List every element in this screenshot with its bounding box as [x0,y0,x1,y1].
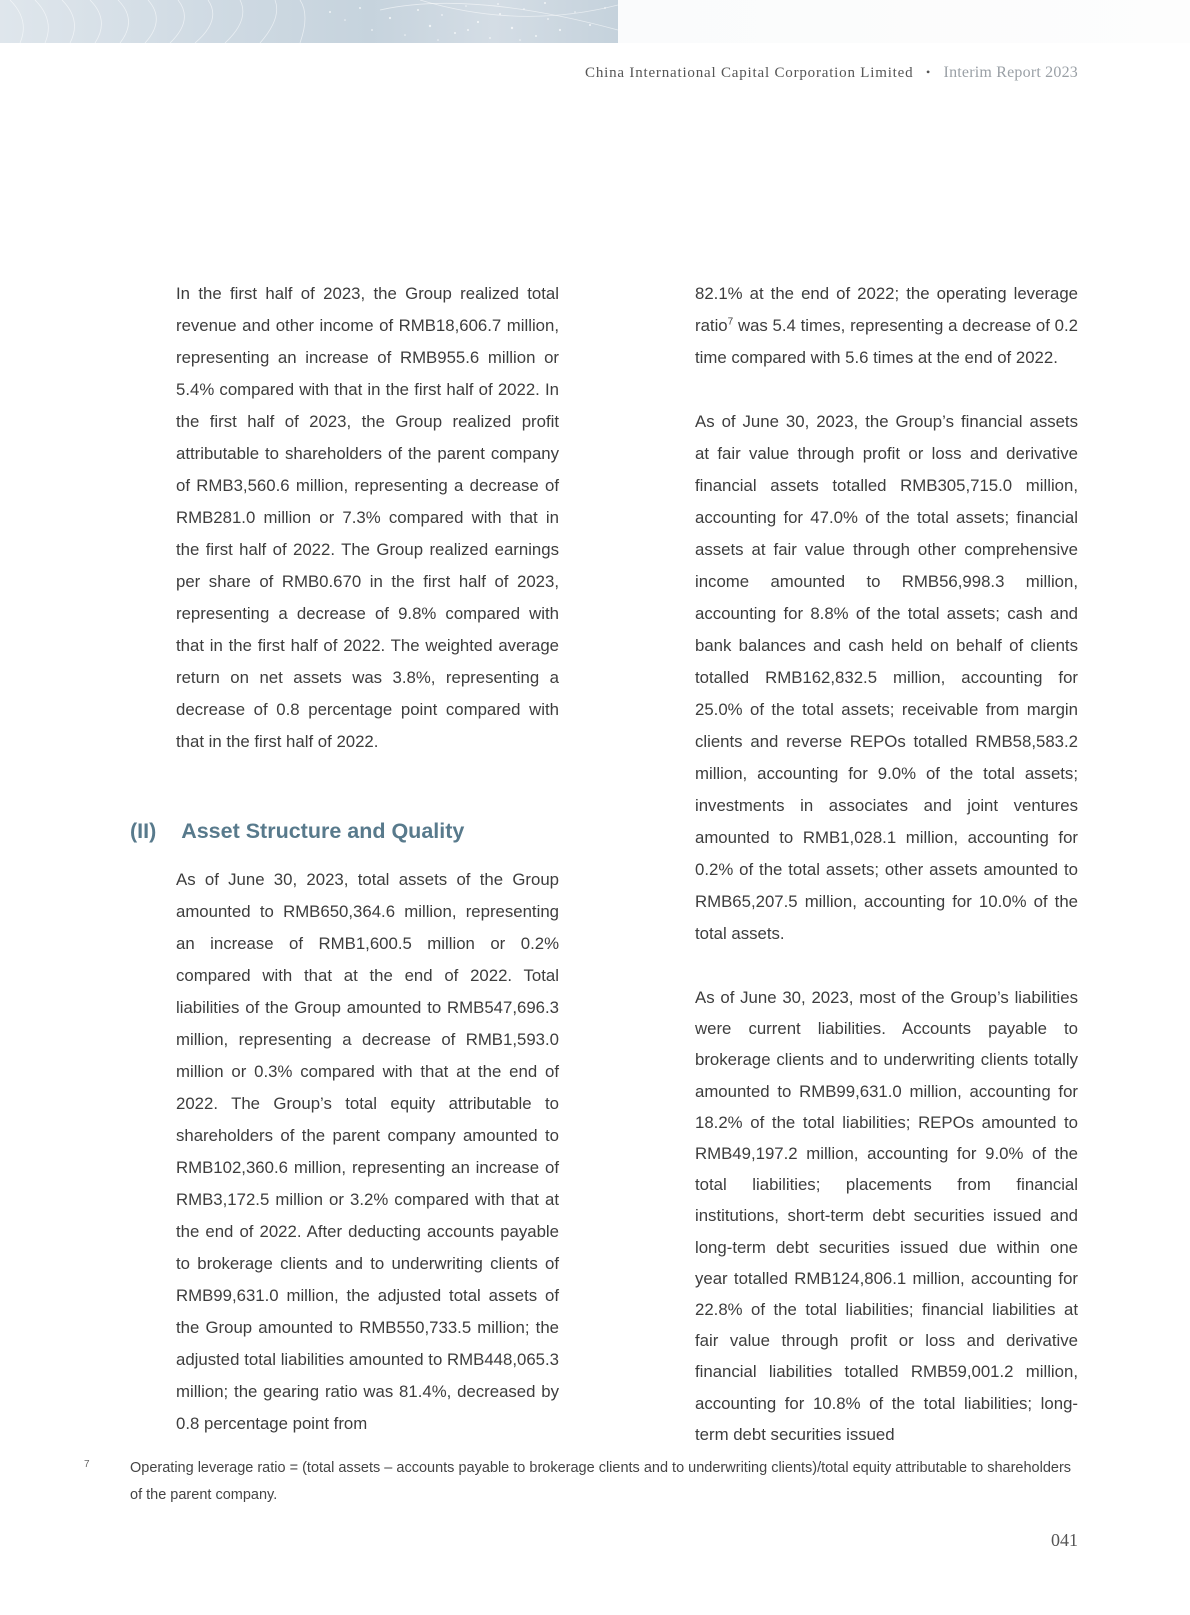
leverage-text-pre: 82.1% at the end of 2022; the operating leverage ratio [695,284,1078,335]
section-heading [130,819,464,844]
footnote-mark: 7 [84,1459,90,1470]
right-column [695,278,1078,1450]
report-title: Interim Report 2023 [943,64,1078,81]
footnote-reference[interactable]: 7 [727,316,734,328]
paragraph-leverage-ratio [695,278,1078,374]
decorative-header-banner [0,0,618,43]
paragraph-gap [695,950,1078,982]
section-title: Asset Structure and Quality [181,819,465,843]
paragraph-gap [695,374,1078,406]
running-header [585,64,1078,82]
footnote [84,1455,1084,1509]
left-column [176,278,559,758]
page-number: 041 [1051,1530,1078,1550]
wave-lines-icon [0,0,618,43]
section-number: (II) [130,819,157,843]
header-separator: • [925,65,931,79]
left-column-section-body [176,864,559,1440]
paragraph-asset-composition: As of June 30, 2023, the Group’s financial assets at fair value through profit or loss and derivative financial assets totalled RMB305,715.0 million, accounting for 47.0% of the total assets; financial assets at fair value through other comprehensive income amounted to RMB56,998.3 million, accounting for 8.8% of the total assets; cash and bank balances and cash held on behalf of clients totalled RMB162,832.5 million, accounting for 25.0% of the total assets; receivable from margin clients and reverse REPOs totalled RMB58,583.2 million, accounting for 9.0% of the total assets; investments in associates and joint ventures amounted to RMB1,028.1 million, accounting for 0.2% of the total assets; other assets amounted to RMB65,207.5 million, accounting for 10.0% of the total assets. [695,412,1078,943]
header-banner-fade [618,0,1190,43]
paragraph-financial-performance: In the first half of 2023, the Group realized total revenue and other income of RMB18,606.7 million, representing an increase of RMB955.6 million or 5.4% compared with that in the first half of 2022. In the first half of 2023, the Group realized profit attributable to shareholders of the parent company of RMB3,560.6 million, representing a decrease of RMB281.0 million or 7.3% compared with that in the first half of 2022. The Group realized earnings per share of RMB0.670 in the first half of 2023, representing a decrease of 9.8% compared with that in the first half of 2022. The weighted average return on net assets was 3.8%, representing a decrease of 0.8 percentage point compared with that in the first half of 2022. [176,284,559,751]
paragraph-total-assets: As of June 30, 2023, total assets of the Group amounted to RMB650,364.6 million, representing an increase of RMB1,600.5 million or 0.2% compared with that at the end of 2022. Total liabilities of the Group amounted to RMB547,696.3 million, representing a decrease of RMB1,593.0 million or 0.3% compared with that at the end of 2022. The Group’s total equity attributable to shareholders of the parent company amounted to RMB102,360.6 million, representing an increase of RMB3,172.5 million or 3.2% compared with that at the end of 2022. After deducting accounts payable to brokerage clients and to underwriting clients of RMB99,631.0 million, the adjusted total assets of the Group amounted to RMB550,733.5 million; the adjusted total liabilities amounted to RMB448,065.3 million; the gearing ratio was 81.4%, decreased by 0.8 percentage point from [176,870,559,1433]
company-name: China International Capital Corporation Limited [585,65,914,81]
footnote-text: Operating leverage ratio = (total assets – accounts payable to brokerage clients and to underwriting clients)/total equity attributable to shareholders of the parent company. [130,1460,1072,1503]
leverage-text-post: was 5.4 times, representing a decrease of 0.2 time compared with 5.6 times at the end of 2022. [695,316,1078,367]
paragraph-liabilities: As of June 30, 2023, most of the Group’s liabilities were current liabilities. Accounts payable to brokerage clients and to underwriting clients totally amounted to RMB99,631.0 million, accounting for 18.2% of the total liabilities; REPOs amounted to RMB49,197.2 million, accounting for 9.0% of the total liabilities; placements from financial institutions, short-term debt securities issued and long-term debt securities issued due within one year totalled RMB124,806.1 million, accounting for 22.8% of the total liabilities; financial liabilities at fair value through profit or loss and derivative financial liabilities totalled RMB59,001.2 million, accounting for 10.8% of the total liabilities; long-term debt securities issued [695,988,1078,1444]
